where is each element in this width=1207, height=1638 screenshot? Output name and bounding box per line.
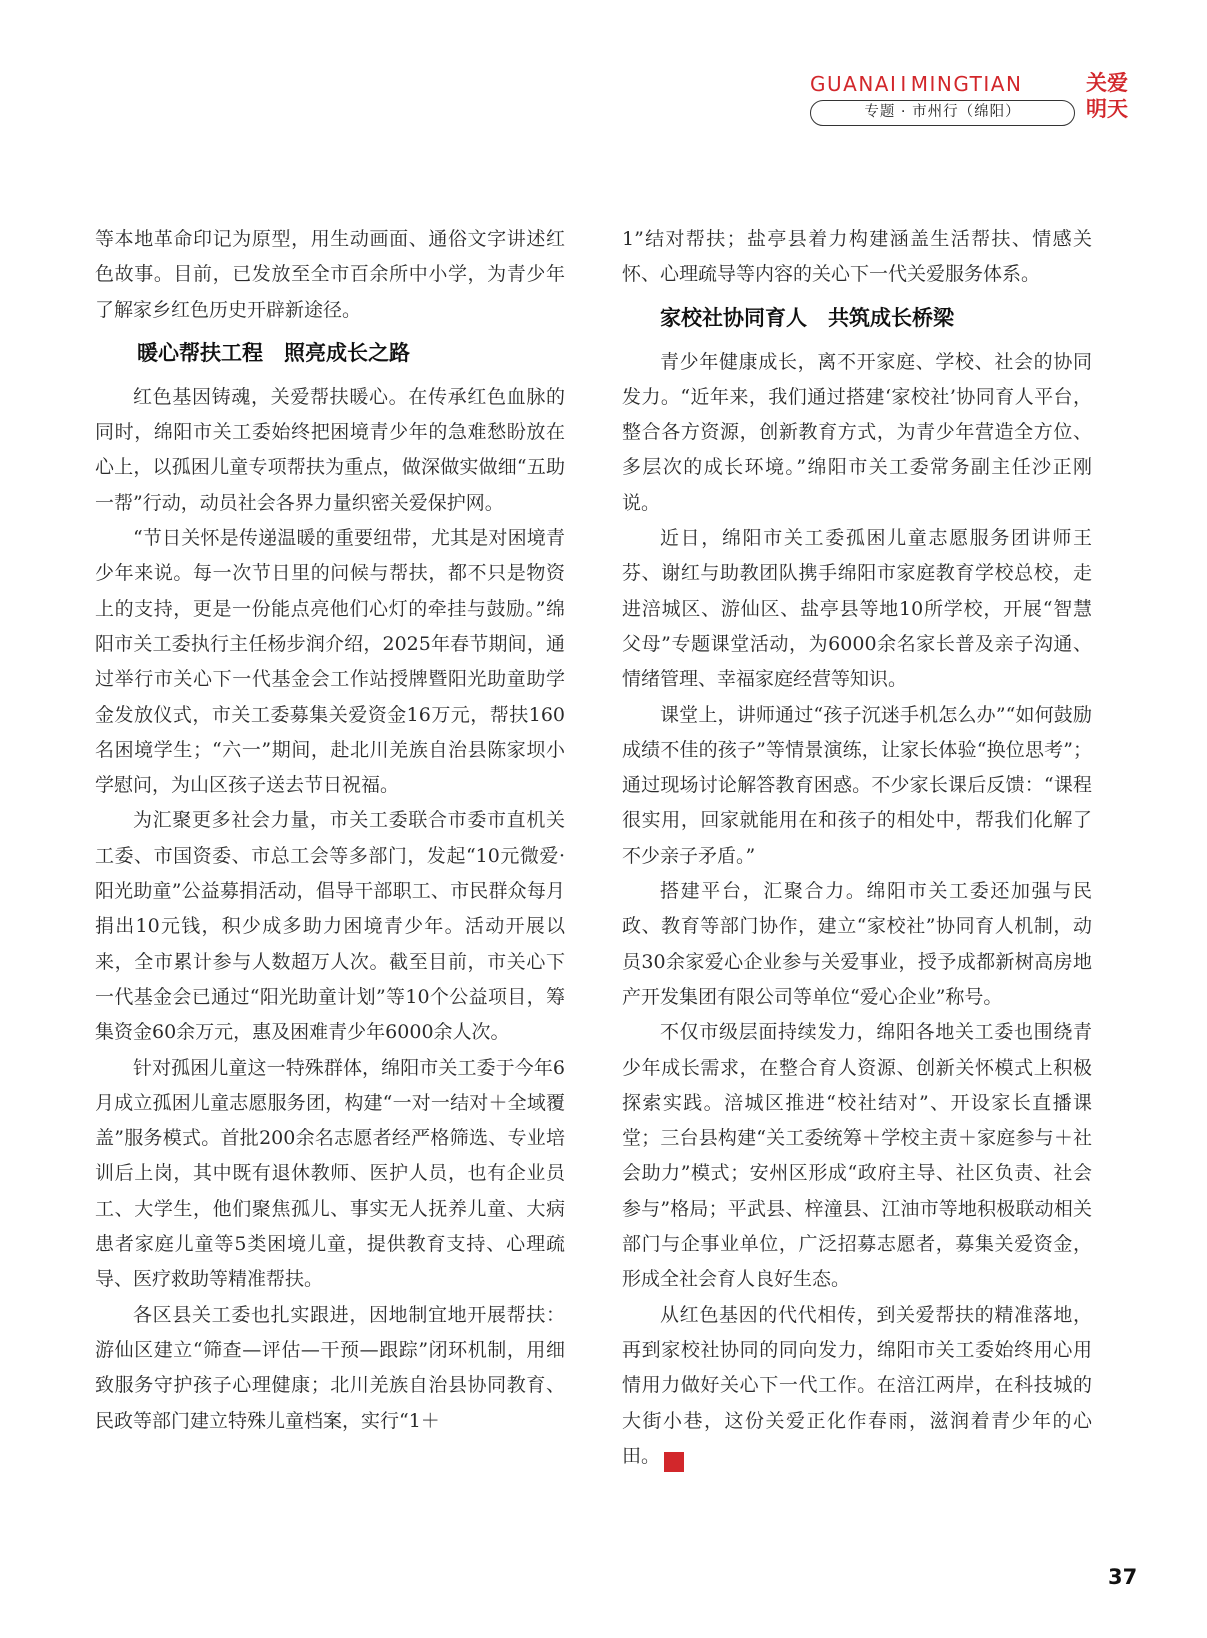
paragraph: “节日关怀是传递温暖的重要纽带，尤其是对困境青少年来说。每一次节日里的问候与帮扶，都不只是物资上的支持，更是一份能点亮他们心灯的牵挂与鼓励。”绵阳市关工委执行主任杨步润介绍，2025年春节期间，通过举行市关心下一代基金会工作站授牌暨阳光助童助学金发放仪式，市关工委募集关爱资金16万元，帮扶160名困境学生；“六一”期间，赴北川羌族自治县陈家坝小学慰问，为山区孩子送去节日祝福。 (95, 527, 565, 797)
magazine-brand-chinese: 关爱明天 (1086, 71, 1128, 121)
magazine-brand-latin (810, 72, 1022, 96)
paragraph: 各区县关工委也扎实跟进，因地制宜地开展帮扶：游仙区建立“筛查—评估—干预—跟踪”闭环机制，用细致服务守护孩子心理健康；北川羌族自治县协同教育、民政等部门建立特殊儿童档案，实行“1＋ (95, 1303, 565, 1432)
section-heading: 家校社协同育人 共筑成长桥梁 (660, 305, 954, 330)
brand-separator: I (900, 72, 908, 96)
right-column (622, 222, 1092, 1474)
section-heading: 暖心帮扶工程 照亮成长之路 (137, 340, 410, 365)
paragraph: 红色基因铸魂，关爱帮扶暖心。在传承红色血脉的同时，绵阳市关工委始终把困境青少年的急难愁盼放在心上，以孤困儿童专项帮扶为重点，做深做实做细“五助一帮”行动，动员社会各界力量织密关爱保护网。 (95, 385, 565, 514)
paragraph: 为汇聚更多社会力量，市关工委联合市委市直机关工委、市国资委、市总工会等多部门，发起“10元微爱·阳光助童”公益募捐活动，倡导干部职工、市民群众每月捐出10元钱，积少成多助力困境青少年。活动开展以来，全市累计参与人数超万人次。截至目前，市关心下一代基金会已通过“阳光助童计划”等10个公益项目，筹集资金60余万元，惠及困难青少年6000余人次。 (95, 809, 565, 1044)
closing-paragraph-text: 从红色基因的代代相传，到关爱帮扶的精准落地，再到家校社协同的同向发力，绵阳市关工委始终用心用情用力做好关心下一代工作。在涪江两岸，在科技城的大街小巷，这份关爱正化作春雨，滋润着青少年的心田。 (622, 1303, 1092, 1467)
page-number: 37 (1108, 1565, 1138, 1589)
paragraph: 不仅市级层面持续发力，绵阳各地关工委也围绕青少年成长需求，在整合育人资源、创新关怀模式上积极探索实践。涪城区推进“校社结对”、开设家长直播课堂；三台县构建“关工委统筹＋学校主责＋家庭参与＋社会助力”模式；安州区形成“政府主导、社区负责、社会参与”格局；平武县、梓潼县、江油市等地积极联动相关部门与企事业单位，广泛招募志愿者，募集关爱资金，形成全社会育人良好生态。 (622, 1021, 1092, 1291)
paragraph: 近日，绵阳市关工委孤困儿童志愿服务团讲师王芬、谢红与助教团队携手绵阳市家庭教育学校总校，走进涪城区、游仙区、盐亭县等地10所学校，开展“智慧父母”专题课堂活动，为6000余名家长普及亲子沟通、情绪管理、幸福家庭经营等知识。 (622, 527, 1092, 691)
paragraph: 等本地革命印记为原型，用生动画面、通俗文字讲述红色故事。目前，已发放至全市百余所中小学，为青少年了解家乡红色历史开辟新途径。 (95, 228, 565, 321)
paragraph: 针对孤困儿童这一特殊群体，绵阳市关工委于今年6月成立孤困儿童志愿服务团，构建“一对一结对＋全域覆盖”服务模式。首批200余名志愿者经严格筛选、专业培训后上岗，其中既有退休教师、医护人员，也有企业员工、大学生，他们聚焦孤儿、事实无人抚养儿童、大病患者家庭儿童等5类困境儿童，提供教育支持、心理疏导、医疗救助等精准帮扶。 (95, 1056, 565, 1291)
brand-left: GUANAI (810, 72, 898, 96)
paragraph: 青少年健康成长，离不开家庭、学校、社会的协同发力。“近年来，我们通过搭建‘家校社’协同育人平台，整合各方资源，创新教育方式，为青少年营造全方位、多层次的成长环境。”绵阳市关工委常务副主任沙正刚说。 (622, 350, 1092, 514)
paragraph: 1”结对帮扶；盐亭县着力构建涵盖生活帮扶、情感关怀、心理疏导等内容的关心下一代关爱服务体系。 (622, 228, 1092, 286)
page-header (790, 62, 1200, 142)
left-column (95, 222, 565, 1439)
paragraph: 课堂上，讲师通过“孩子沉迷手机怎么办”“如何鼓励成绩不佳的孩子”等情景演练，让家长体验“换位思考”；通过现场讨论解答教育困惑。不少家长课后反馈：“课程很实用，回家就能用在和孩子的相处中，帮我们化解了不少亲子矛盾。” (622, 703, 1092, 867)
paragraph (622, 1298, 1092, 1474)
section-label: 专题 · 市州行（绵阳） (810, 100, 1075, 126)
brand-right: MINGTIAN (910, 72, 1023, 96)
end-mark-icon: 天 (664, 1452, 684, 1472)
paragraph: 搭建平台，汇聚合力。绵阳市关工委还加强与民政、教育等部门协作，建立“家校社”协同育人机制，动员30余家爱心企业参与关爱事业，授予成都新树高房地产开发集团有限公司等单位“爱心企业”称号。 (622, 880, 1092, 1008)
